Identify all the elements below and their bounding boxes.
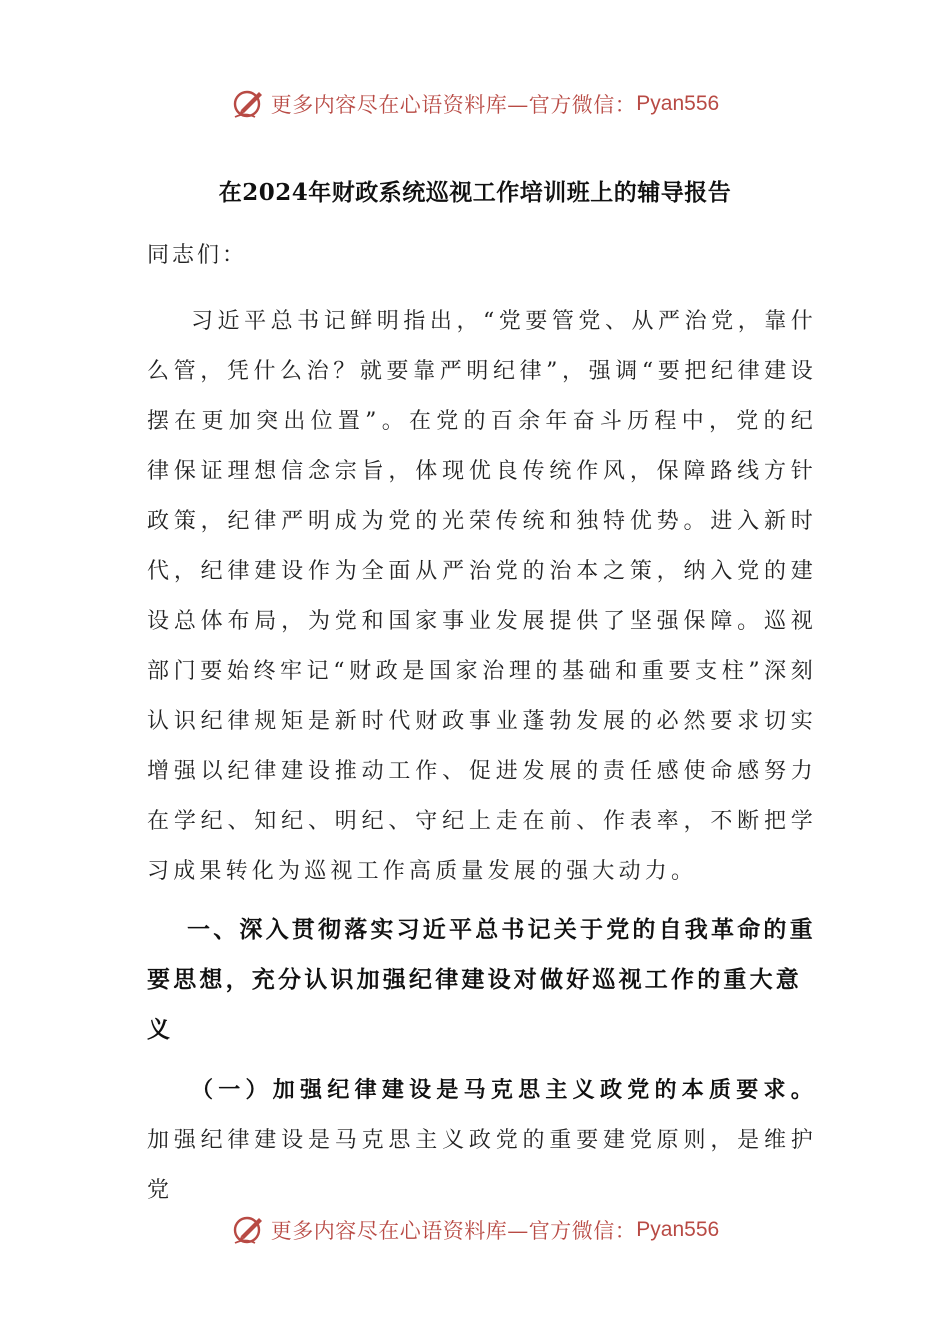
banner-text: 更多内容尽在心语资料库—官方微信： (270, 1219, 637, 1243)
pen-circle-logo-icon (231, 1212, 267, 1248)
subsection-text-1: 加强纪律建设是马克思主义政党的重要建党原则，是维护党 (147, 1128, 817, 1203)
header-watermark-banner (0, 84, 950, 124)
subsection-paragraph-1 (147, 1065, 817, 1216)
banner-contact: Pyan556 (636, 92, 720, 115)
salutation: 同志们： (147, 243, 248, 268)
section-heading-1: 一、深入贯彻落实习近平总书记关于党的自我革命的重要思想，充分认识加强纪律建设对做好巡视工作的重大意义 (147, 916, 816, 1043)
banner-text: 更多内容尽在心语资料库—官方微信： (270, 93, 637, 117)
document-title: 在2024年财政系统巡视工作培训班上的辅导报告 (218, 179, 732, 206)
intro-paragraph: 习近平总书记鲜明指出，“党要管党、从严治党，靠什么管，凭什么治？就要靠严明纪律”，强调“要把纪律建设摆在更加突出位置”。在党的百余年奋斗历程中，党的纪律保证理想信念宗旨，体现优良传统作风，保障路线方针政策，纪律严明成为党的光荣传统和独特优势。进入新时代，纪律建设作为全面从严治党的治本之策，纳入党的建设总体布局，为党和国家事业发展提供了坚强保障。巡视部门要始终牢记“财政是国家治理的基础和重要支柱”深刻认识纪律规矩是新时代财政事业蓬勃发展的必然要求切实增强以纪律建设推动工作、促进发展的责任感使命感努力在学纪、知纪、明纪、守纪上走在前、作表率，不断把学习成果转化为巡视工作高质量发展的强大动力。 (147, 309, 817, 884)
subsection-heading-1: （一）加强纪律建设是马克思主义政党的本质要求。 (191, 1077, 817, 1103)
footer-watermark-banner (0, 1210, 950, 1250)
banner-contact: Pyan556 (636, 1218, 720, 1241)
pen-circle-logo-icon (231, 86, 267, 122)
